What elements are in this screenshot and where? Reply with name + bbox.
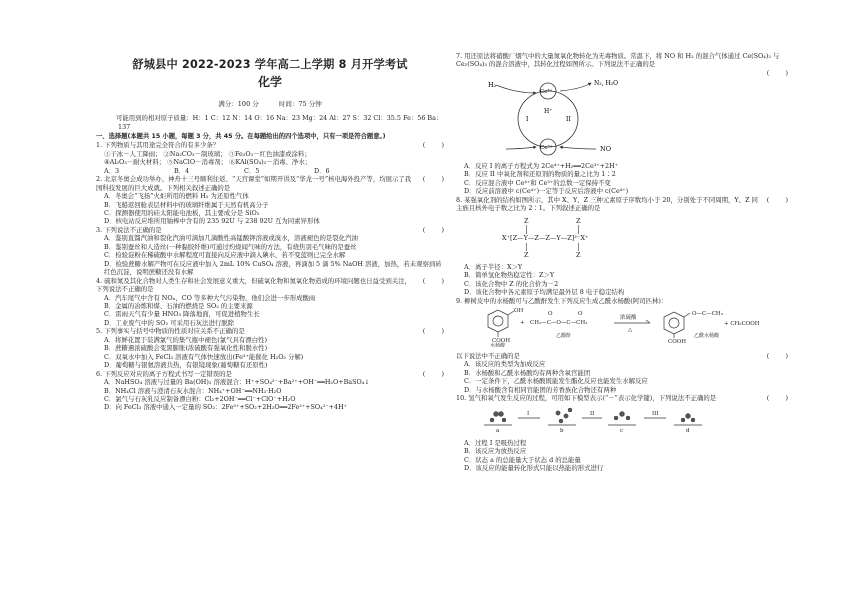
answer-bracket: ( ) bbox=[422, 327, 444, 336]
svg-text:O: O bbox=[548, 311, 553, 318]
xyz-structure-diagram bbox=[466, 215, 788, 261]
option-a: A．离子半径：X＞Y bbox=[464, 262, 523, 271]
right-column bbox=[456, 52, 788, 473]
option-c: C．状态 a 的总能量大于状态 d 的总能量 bbox=[464, 455, 581, 464]
question-line: ④Al₂O₃－耐火材料； ⑤NaClO－消毒剂； ⑥KAl(SO₄)₂－消毒、净水； bbox=[104, 158, 312, 167]
option-c: C．双氧水中加入 FeCl₃ 溶液有气体快速放出(Fe³⁺能催化 H₂O₂ 分解) bbox=[104, 352, 304, 361]
subject-title: 化学 bbox=[257, 74, 282, 89]
fig-label: N₂, H₂O bbox=[594, 80, 619, 88]
reactant-1-name: 水杨酸 bbox=[490, 343, 506, 348]
catalyst-label: 浓硫酸 bbox=[620, 315, 637, 322]
option-d: D．与水杨酸含有相同官能团的芳香族化合物还有两种 bbox=[464, 385, 617, 394]
product-name: 乙酰水杨酸 bbox=[694, 333, 720, 340]
benzene-ring-1 bbox=[488, 310, 508, 332]
svg-text:OH: OH bbox=[514, 308, 524, 315]
question-sub: 以下说法中不正确的是 bbox=[456, 351, 520, 360]
ce-cycle-diagram bbox=[466, 79, 788, 159]
step-label: I bbox=[527, 411, 530, 418]
question-7 bbox=[456, 52, 788, 196]
byproduct-label: + CH₃COOH bbox=[724, 321, 760, 328]
fig-label: II bbox=[566, 116, 571, 124]
answer-bracket: ( ) bbox=[766, 68, 788, 77]
svg-text:CH₃—C—O—C—CH₃: CH₃—C—O—C—CH₃ bbox=[530, 320, 588, 327]
question-stem: 10. 氢气和氧气发生反应的过程，可用如下模型表示(“－”表示化学键)，下列说法不正确的是 bbox=[456, 393, 717, 402]
option-c: C．氯气与石灰乳反应制备漂白粉：Cl₂+2OH⁻══Cl⁻+ClO⁻+H₂O bbox=[104, 394, 296, 403]
option-a: A．反应 I 的离子方程式为 2Ce⁴⁺+H₂══2Ce³⁺+2H⁺ bbox=[464, 161, 619, 170]
question-stem: 7. 用还原法将硝酸厂烟气中的大量氮氧化物转化为无毒物质。常温下，将 NO 和 H₂ 的混合气体通过 Ce(SO₄)₂ 与 Ce₂(SO₄)₃ 的混合溶液中，其转化过程如图所示。下列说法不正确的是 bbox=[456, 52, 780, 69]
stage-label: c bbox=[620, 428, 624, 435]
reactant-2-name: 乙酸酐 bbox=[556, 333, 572, 340]
answer-bracket: ( ) bbox=[422, 225, 444, 234]
question-8 bbox=[456, 196, 788, 297]
question-stem: 2. 北京冬奥会成功举办、神舟十三号顺利往返、“天宫课堂”如期开讲及“华龙一号”核电海外投产等，均展示了我国科技发展的巨大成就。下列相关叙述正确的是 bbox=[96, 175, 412, 192]
svg-text:Z: Z bbox=[524, 250, 529, 259]
question-stem: 5. 下列事实与括号中物质的性质对应关系不正确的是 bbox=[96, 327, 245, 336]
option-c: C．一定条件下，乙酰水杨酸既能发生酯化反应也能发生水解反应 bbox=[464, 377, 648, 386]
option-a: A．冬奥会“飞扬”火炬所用的燃料 H₂ 为还原性气体 bbox=[104, 192, 249, 201]
option-c: C．5 bbox=[244, 166, 260, 175]
option-d: D．反应前溶液中 c(Ce⁴⁺)一定等于反应后溶液中 c(Ce⁴⁺) bbox=[464, 187, 629, 196]
svg-text:O: O bbox=[578, 311, 583, 318]
fig-label: H₂ bbox=[488, 81, 497, 90]
option-b: B．4 bbox=[174, 166, 190, 175]
stage-label: b bbox=[560, 428, 564, 435]
option-a: A．过程 I 是吸热过程 bbox=[464, 438, 527, 447]
answer-bracket: ( ) bbox=[422, 175, 444, 184]
option-a: A．该反应的类型为加成反应 bbox=[464, 360, 546, 369]
svg-text:COOH: COOH bbox=[668, 339, 687, 346]
step-label: III bbox=[652, 411, 659, 418]
question-stem: 3. 下列说法不正确的是 bbox=[96, 225, 162, 234]
option-c: C．探测器使用的硅太阳能电池板，其主要成分是 SiO₂ bbox=[104, 209, 260, 218]
option-d: D．葡萄糖与银氨溶液共热，有银镜现象(葡萄糖有还原性) bbox=[104, 361, 268, 370]
option-d: D．核电站反应堆所用铀棒中含有的 235 92U 与 238 92U 互为同素异形体 bbox=[104, 217, 320, 226]
fig-label: I bbox=[526, 116, 529, 124]
svg-text:Z: Z bbox=[576, 250, 581, 259]
option-b: B．水杨酸和乙酰水杨酸均有两种含氧官能团 bbox=[464, 368, 591, 377]
h2-o2-model-diagram bbox=[466, 404, 788, 436]
xyz-structure-svg bbox=[466, 215, 766, 259]
question-3 bbox=[96, 226, 444, 277]
exam-meta bbox=[96, 100, 444, 109]
svg-text:Z: Z bbox=[524, 216, 529, 225]
question-line: ①干冰－人工降雨； ②Na₂CO₃－制玻璃； ③Fe₂O₃－红色油漆或涂料； bbox=[104, 149, 311, 158]
svg-text:COOH: COOH bbox=[492, 338, 511, 345]
fig-label: Ce³⁺ bbox=[540, 145, 553, 152]
stage-label: d bbox=[686, 428, 690, 435]
svg-text:+: + bbox=[520, 320, 525, 327]
question-4 bbox=[96, 277, 444, 328]
atomic-masses: 可能用到的相对原子质量：H：1 C：12 N：14 O：16 Na：23 Mg：24 Al：27 S：32 Cl：35.5 Fe：56 Ba：137 bbox=[116, 114, 443, 131]
question-5 bbox=[96, 327, 444, 369]
svg-text:X⁺[Z—Y—Z—Z—Y—Z]²⁻X⁺: X⁺[Z—Y—Z—Z—Y—Z]²⁻X⁺ bbox=[502, 233, 589, 242]
stage-label: a bbox=[496, 428, 500, 435]
exam-time: 时间：75 分钟 bbox=[278, 99, 322, 108]
page-title: 舒城县中 2022-2023 学年高二上学期 8 月开学考试 bbox=[132, 58, 408, 71]
option-a: A．将鲜花置于装满氯气的集气瓶中褪色(氯气具有漂白性) bbox=[104, 335, 267, 344]
question-stem: 8. 某强氧化剂的结构如图所示，其中 X、Y、Z 三种元素原子序数均小于 20，分别处于不同周期，Y、Z 同主族且核外电子数之比为 2∶1。下列叙述正确的是 bbox=[456, 195, 758, 213]
reaction-svg bbox=[466, 307, 786, 347]
option-c: C．检验淀粉在稀硫酸中水解程度可直接向反应液中滴入碘水，若不变蓝则已完全水解 bbox=[104, 251, 346, 260]
question-9 bbox=[456, 297, 788, 394]
svg-text:Z: Z bbox=[576, 216, 581, 225]
option-a: A．3 bbox=[104, 166, 120, 175]
question-10 bbox=[456, 394, 788, 473]
option-d: D．6 bbox=[314, 166, 330, 175]
ring-circle-2 bbox=[669, 318, 679, 328]
option-a: A．NaHSO₄ 溶液与过量的 Ba(OH)₂ 溶液混合：H⁺+SO₄²⁻+Ba²⁺+OH⁻══H₂O+BaSO₄↓ bbox=[104, 378, 370, 387]
question-6 bbox=[96, 370, 444, 412]
option-b: B．蔗糖遇浓硫酸会变黑膨胀(浓硫酸有强氧化性和脱水性) bbox=[104, 344, 268, 353]
option-b: B．反应 II 中氧化剂和还原剂的物质的量之比为 1∶2 bbox=[464, 170, 616, 179]
model-svg bbox=[466, 404, 726, 434]
left-column bbox=[96, 52, 444, 412]
benzene-ring-2 bbox=[664, 312, 684, 334]
ring-circle-1 bbox=[493, 316, 503, 326]
question-stem: 9. 柳树皮中的水杨酸可与乙酸酐发生下列反应生成乙酰水杨酸(阿司匹林)： bbox=[456, 296, 668, 305]
question-stem: 6. 下列反应对应的离子方程式书写一定错误的是 bbox=[96, 369, 232, 378]
heat-label: △ bbox=[628, 327, 633, 334]
section-heading: 一、选择题(本题共 15 小题，每题 3 分，共 45 分。在每题给出的四个选项中，只有一项是符合题意。) bbox=[96, 133, 386, 141]
fig-label: Ce⁴⁺ bbox=[540, 89, 553, 96]
question-2 bbox=[96, 175, 444, 226]
option-a: A．鉴别直馏汽油和裂化汽油可滴加几滴酸性高锰酸钾溶液或溴水，溶液褪色的是裂化汽油 bbox=[104, 234, 358, 243]
option-d: D．检验蔗糖水解产物可在反应液中加入 2mL 10% CuSO₄ 溶液，再滴加 5 滴 5% NaOH 溶液，加热，若未观察到砖红色沉淀，说明蔗糖还没有水解 bbox=[104, 259, 442, 277]
option-b: B．简单氢化物热稳定性：Z＞Y bbox=[464, 271, 555, 280]
option-c: C．雷雨天气有少量 HNO₃ 降落地面，可促进植物生长 bbox=[104, 310, 260, 319]
svg-text:O—C—CH₃: O—C—CH₃ bbox=[692, 311, 723, 318]
option-b: B．该反应为放热反应 bbox=[464, 447, 527, 456]
answer-bracket: ( ) bbox=[422, 276, 444, 285]
answer-bracket: ( ) bbox=[766, 351, 788, 360]
ce-cycle-svg bbox=[466, 79, 666, 157]
reaction-diagram bbox=[466, 307, 788, 349]
option-a: A．汽车尾气中含有 NOₓ、CO 等多种大气污染物，他们会进一步形成酸雨 bbox=[104, 293, 316, 302]
fig-label: H⁺ bbox=[544, 108, 553, 116]
answer-bracket: ( ) bbox=[422, 141, 444, 150]
option-b: B．飞船返回舱表层材料中的玻璃纤维属于天然有机高分子 bbox=[104, 200, 269, 209]
option-d: D．工业废气中的 SO₂ 可采用石灰法进行脱除 bbox=[104, 318, 235, 327]
fig-label: NO bbox=[600, 145, 612, 154]
question-stem: 4. 硫和氮及其化合物对人类生存和社会发展意义重大，但硫氧化物和氮氧化物造成的环境问题也日益受到关注，下列说法不正确的是 bbox=[96, 276, 411, 294]
question-stem: 1. 下列物质与其用途完全符合的有多少条？ bbox=[96, 141, 220, 150]
answer-bracket: ( ) bbox=[766, 195, 788, 204]
option-d: D．该反应的能量转化形式只能以热能的形式进行 bbox=[464, 464, 604, 473]
full-marks: 满分：100 分 bbox=[218, 99, 259, 108]
options-row bbox=[96, 167, 444, 175]
option-d: D．该化合物中各元素原子均满足最外层 8 电子稳定结构 bbox=[464, 288, 625, 297]
option-c: C．反应混合液中 Ce⁴⁺和 Ce³⁺的总数一定保持不变 bbox=[464, 178, 611, 187]
option-b: B．金属的冶炼和煤、石油的燃烧是 SO₂ 的主要来源 bbox=[104, 302, 253, 310]
option-b: B．NH₄Cl 溶液与澄清石灰水混合：NH₄⁺+OH⁻══NH₃·H₂O bbox=[104, 386, 282, 395]
step-label: II bbox=[590, 411, 595, 418]
option-b: B．鉴别蚕丝和人造丝(一种黏胶纤维)可通过灼烧闻气味的方法，有烧焦羽毛气味的是蚕丝 bbox=[104, 242, 357, 251]
answer-bracket: ( ) bbox=[766, 393, 788, 402]
option-d: D．向 FeCl₃ 溶液中通入一定量的 SO₂：2Fe³⁺+SO₂+2H₂O══2Fe²⁺+SO₄²⁻+4H⁺ bbox=[104, 403, 348, 412]
question-1 bbox=[96, 141, 444, 175]
answer-bracket: ( ) bbox=[422, 369, 444, 378]
option-c: C．该化合物中 Z 的化合价为－2 bbox=[464, 279, 559, 288]
